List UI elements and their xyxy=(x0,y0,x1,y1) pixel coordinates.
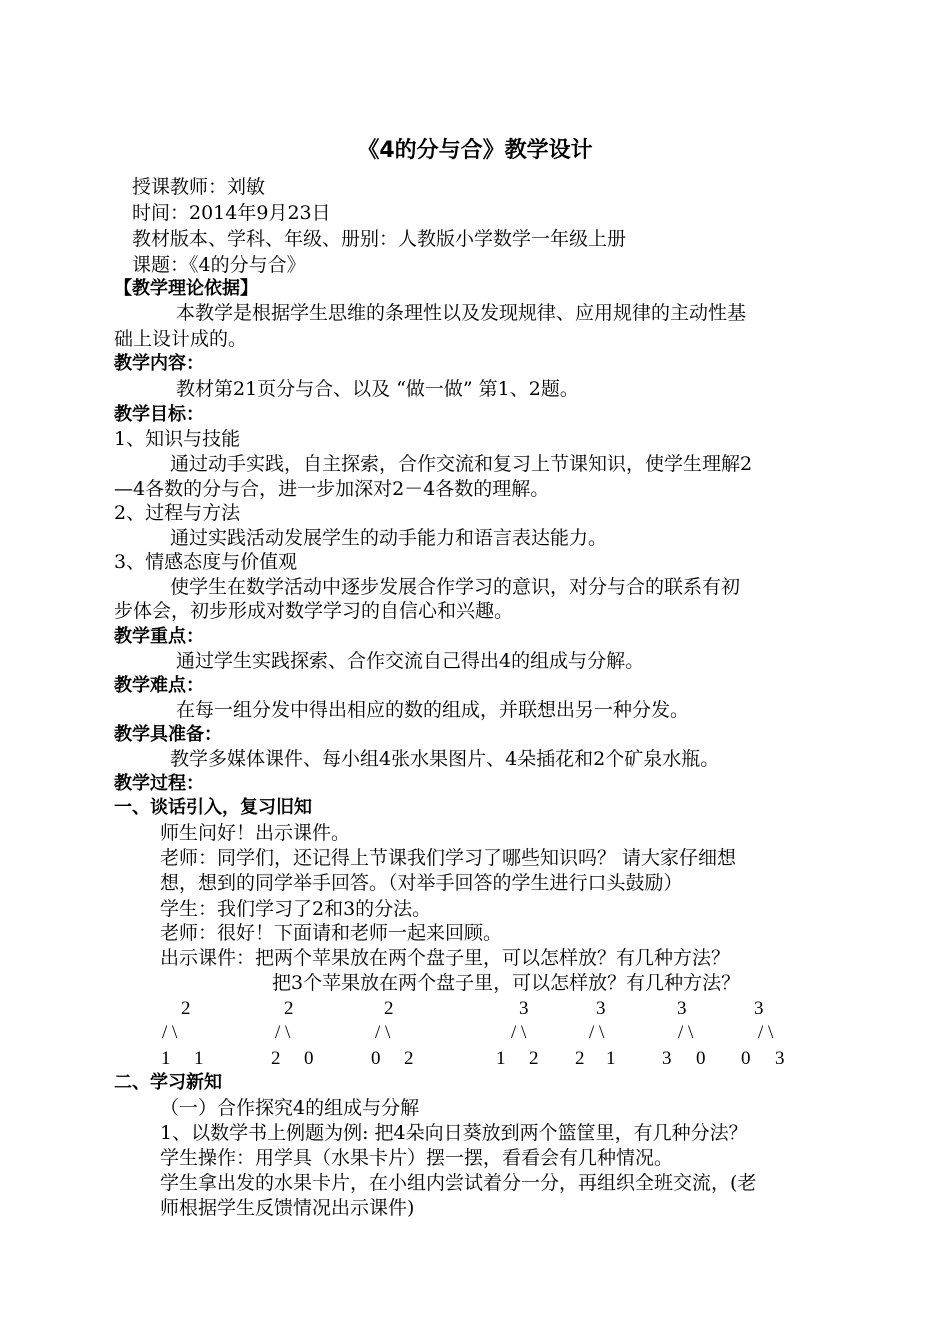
difficulty-text: 在每一组分发中得出相应的数的组成，并联想出另一种分发。 xyxy=(176,699,690,721)
goal3-paragraph-2: 步体会，初步形成对数学学习的自信心和兴趣。 xyxy=(114,600,514,622)
tree-top-number: 3 xyxy=(519,998,529,1019)
tree-branch: / \ xyxy=(275,1022,291,1043)
content-heading: 教学内容： xyxy=(114,353,204,374)
tree-right-number: 0 xyxy=(304,1048,314,1069)
part1-line-3: 想，想到的同学举手回答。（对举手回答的学生进行口头鼓励） xyxy=(160,872,683,894)
tree-top-number: 3 xyxy=(677,998,687,1019)
tree-right-number: 0 xyxy=(696,1048,706,1069)
goal1-heading: 1、知识与技能 xyxy=(114,428,241,450)
part1-line-4: 学生：我们学习了2和3的分法。 xyxy=(160,898,432,920)
key-heading: 教学重点： xyxy=(114,626,204,647)
theory-paragraph-1: 本教学是根据学生思维的条理性以及发现规律、应用规律的主动性基 xyxy=(176,302,747,324)
goal1-paragraph-2: —4各数的分与合，进一步加深对2－4各数的理解。 xyxy=(114,478,550,500)
tree-left-number: 1 xyxy=(161,1048,171,1069)
part1-line-5: 老师：很好！下面请和老师一起来回顾。 xyxy=(160,922,503,944)
tree-top-number: 3 xyxy=(596,998,606,1019)
edition-line: 教材版本、学科、年级、册别：人教版小学数学一年级上册 xyxy=(132,228,627,250)
part2-line-1: （一）合作探究4的组成与分解 xyxy=(160,1097,420,1119)
part2-line-3: 学生操作：用学具（水果卡片）摆一摆，看看会有几种情况。 xyxy=(160,1147,674,1169)
tools-heading: 教学具准备： xyxy=(114,724,222,745)
tree-right-number: 1 xyxy=(194,1048,204,1069)
part1-line-7: 把3个苹果放在两个盘子里，可以怎样放？有几种方法？ xyxy=(272,972,741,994)
theory-paragraph-2: 础上设计成的。 xyxy=(114,328,248,350)
goal3-paragraph-1: 使学生在数学活动中逐步发展合作学习的意识，对分与合的联系有初 xyxy=(170,576,741,598)
tree-right-number: 1 xyxy=(606,1048,616,1069)
tree-right-number: 2 xyxy=(404,1048,414,1069)
part1-line-2: 老师：同学们，还记得上节课我们学习了哪些知识吗？ 请大家仔细想 xyxy=(160,847,737,869)
tree-right-number: 2 xyxy=(529,1048,539,1069)
tree-branch: / \ xyxy=(511,1022,527,1043)
part2-heading: 二、学习新知 xyxy=(114,1072,222,1093)
goal3-heading: 3、情感态度与价值观 xyxy=(114,551,298,573)
difficulty-heading: 教学难点： xyxy=(114,675,204,696)
tree-left-number: 0 xyxy=(741,1048,751,1069)
topic-line: 课题：《4的分与合》 xyxy=(132,254,306,276)
time-line: 时间：2014年9月23日 xyxy=(132,202,331,224)
part2-line-4: 学生拿出发的水果卡片，在小组内尝试着分一分，再组织全班交流，(老 xyxy=(160,1172,757,1194)
goals-heading: 教学目标： xyxy=(114,404,204,425)
tree-top-number: 3 xyxy=(754,998,764,1019)
part1-line-1: 师生问好！出示课件。 xyxy=(160,822,351,844)
content-text: 教材第21页分与合、以及 “做一做” 第1、2题。 xyxy=(176,378,579,400)
tree-branch: / \ xyxy=(375,1022,391,1043)
teacher-line: 授课教师：刘敏 xyxy=(132,176,266,198)
tree-branch: / \ xyxy=(589,1022,605,1043)
part1-heading: 一、谈话引入，复习旧知 xyxy=(114,797,312,818)
tree-left-number: 2 xyxy=(575,1048,585,1069)
tree-branch: / \ xyxy=(678,1022,694,1043)
tree-branch: / \ xyxy=(758,1022,774,1043)
tree-left-number: 0 xyxy=(371,1048,381,1069)
tree-right-number: 3 xyxy=(775,1048,785,1069)
key-text: 通过学生实践探索、合作交流自己得出4的组成与分解。 xyxy=(176,650,645,672)
tree-left-number: 2 xyxy=(271,1048,281,1069)
tree-top-number: 2 xyxy=(384,998,394,1019)
tree-left-number: 1 xyxy=(496,1048,506,1069)
part2-line-2: 1、以数学书上例题为例: 把4朵向日葵放到两个篮筐里，有几种分法？ xyxy=(160,1122,748,1144)
tree-branch: / \ xyxy=(162,1022,178,1043)
goal1-paragraph-1: 通过动手实践，自主探索，合作交流和复习上节课知识，使学生理解2 xyxy=(170,453,753,475)
tree-top-number: 2 xyxy=(284,998,294,1019)
process-heading: 教学过程： xyxy=(114,773,204,794)
theory-heading: 【教学理论依据】 xyxy=(114,278,258,299)
goal2-heading: 2、过程与方法 xyxy=(114,502,241,524)
tree-top-number: 2 xyxy=(181,998,191,1019)
tools-text: 教学多媒体课件、每小组4张水果图片、4朵插花和2个矿泉水瓶。 xyxy=(170,748,720,770)
part2-line-5: 师根据学生反馈情况出示课件) xyxy=(160,1197,415,1219)
tree-left-number: 3 xyxy=(662,1048,672,1069)
part1-line-6: 出示课件：把两个苹果放在两个盘子里，可以怎样放？有几种方法？ xyxy=(160,947,731,969)
goal2-text: 通过实践活动发展学生的动手能力和语言表达能力。 xyxy=(170,527,608,549)
page-title: 《4的分与合》教学设计 xyxy=(357,138,593,163)
